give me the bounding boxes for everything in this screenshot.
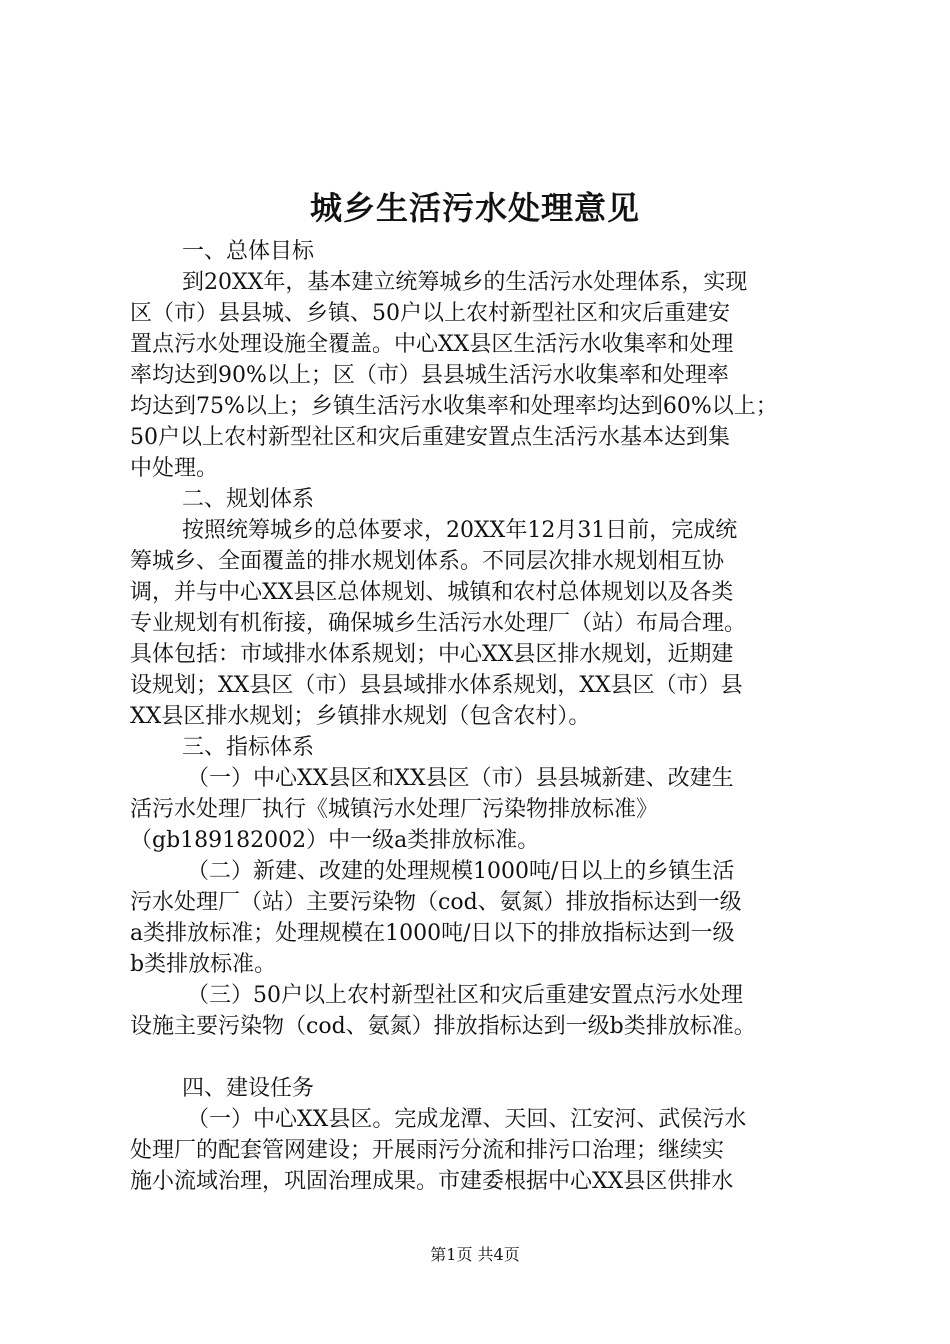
paragraph-line: b类排放标准。 (130, 952, 277, 977)
paragraph-line: 设施主要污染物（cod、氨氮）排放指标达到一级b类排放标准。 (130, 1014, 756, 1039)
section-heading-4: 四、建设任务 (182, 1076, 315, 1101)
document-title: 城乡生活污水处理意见 (309, 189, 640, 227)
paragraph-line: （一）中心XX县区。完成龙潭、天回、江安河、武侯污水 (187, 1107, 747, 1132)
paragraph-line: 中处理。 (130, 456, 219, 481)
paragraph-line: 置点污水处理设施全覆盖。中心XX县区生活污水收集率和处理 (130, 332, 734, 357)
paragraph-line: 处理厂的配套管网建设；开展雨污分流和排污口治理；继续实 (130, 1138, 725, 1163)
section-heading-2: 二、规划体系 (182, 487, 315, 512)
paragraph-line: （gb189182002）中一级a类排放标准。 (130, 828, 540, 853)
paragraph-line: a类排放标准；处理规模在1000吨/日以下的排放指标达到一级 (130, 921, 735, 946)
paragraph-line: 活污水处理厂执行《城镇污水处理厂污染物排放标准》 (130, 797, 659, 822)
paragraph-line: 到20XX年，基本建立统筹城乡的生活污水处理体系，实现 (182, 270, 748, 295)
paragraph-line: 区（市）县县城、乡镇、50户以上农村新型社区和灾后重建安 (130, 301, 730, 326)
paragraph-line: 施小流域治理，巩固治理成果。市建委根据中心XX县区供排水 (130, 1169, 734, 1194)
paragraph-line: （三）50户以上农村新型社区和灾后重建安置点污水处理 (187, 983, 743, 1008)
paragraph-line: 专业规划有机衔接，确保城乡生活污水处理厂（站）布局合理。 (130, 611, 747, 636)
page-footer: 第1页 共4页 (430, 1245, 520, 1264)
paragraph-line: 调，并与中心XX县区总体规划、城镇和农村总体规划以及各类 (130, 580, 734, 605)
paragraph-line: 污水处理厂（站）主要污染物（cod、氨氮）排放指标达到一级 (130, 890, 742, 915)
paragraph-line: 按照统筹城乡的总体要求，20XX年12月31日前，完成统 (182, 518, 738, 543)
section-heading-1: 一、总体目标 (182, 239, 315, 264)
paragraph-line: （二）新建、改建的处理规模1000吨/日以上的乡镇生活 (187, 859, 735, 884)
paragraph-line: 筹城乡、全面覆盖的排水规划体系。不同层次排水规划相互协 (130, 549, 725, 574)
paragraph-line: 率均达到90%以上；区（市）县县城生活污水收集率和处理率 (130, 363, 729, 388)
paragraph-line: 具体包括：市域排水体系规划；中心XX县区排水规划，近期建 (130, 642, 734, 667)
paragraph-line: （一）中心XX县区和XX县区（市）县县城新建、改建生 (187, 766, 734, 791)
blank-line (130, 1042, 835, 1073)
paragraph-line: 设规划；XX县区（市）县县域排水体系规划，XX县区（市）县 (130, 673, 743, 698)
section-heading-3: 三、指标体系 (182, 735, 315, 760)
paragraph-line: 均达到75%以上；乡镇生活污水收集率和处理率均达到60%以上； (130, 394, 778, 419)
paragraph-line: XX县区排水规划；乡镇排水规划（包含农村）。 (130, 704, 591, 729)
document-body (130, 236, 835, 1197)
paragraph-line: 50户以上农村新型社区和灾后重建安置点生活污水基本达到集 (130, 425, 730, 450)
